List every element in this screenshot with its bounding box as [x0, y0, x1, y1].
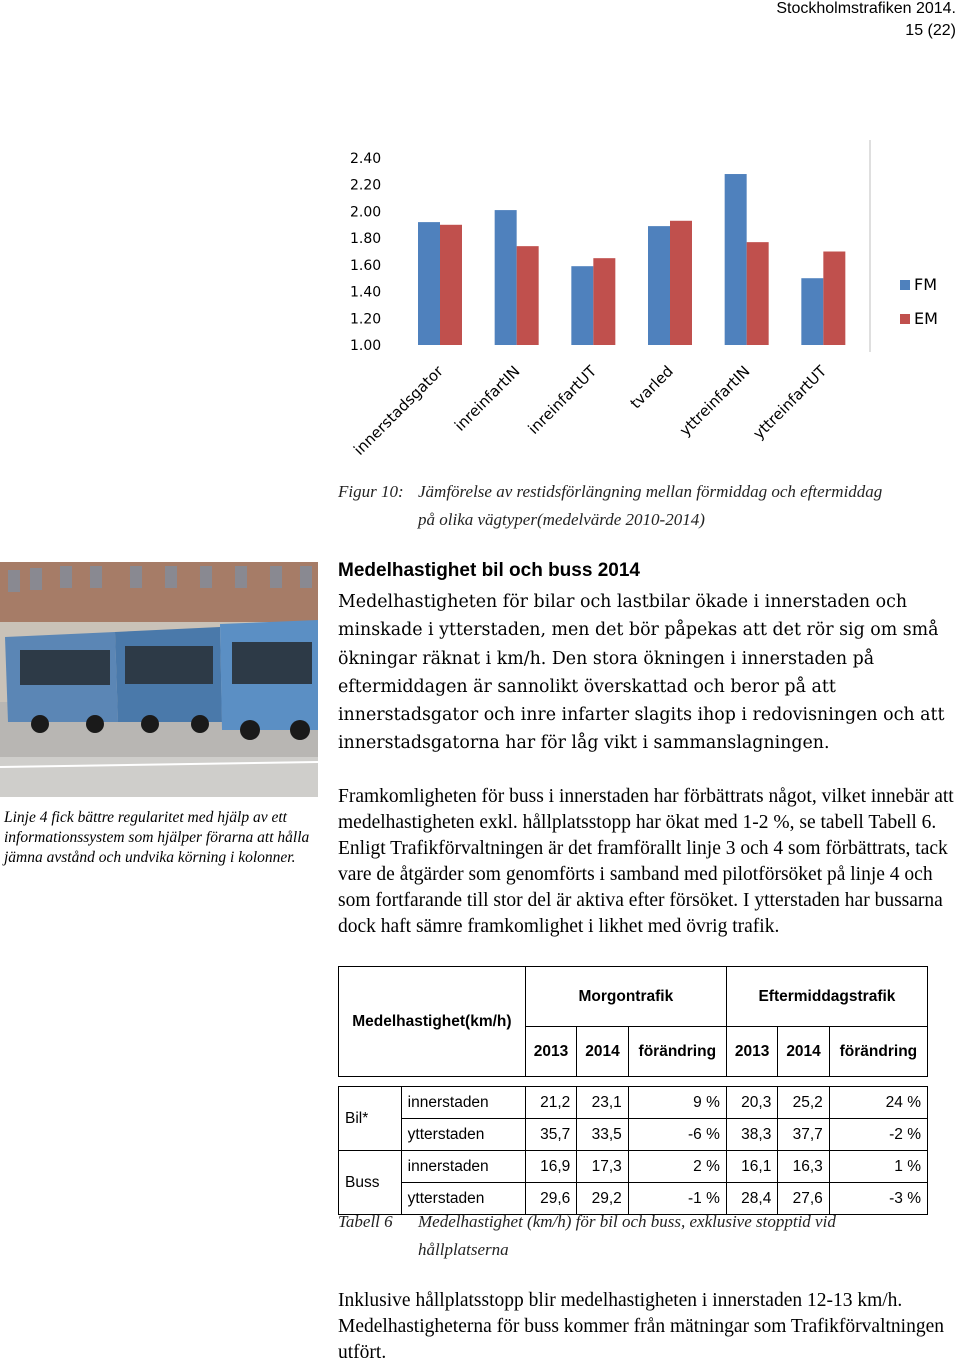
bar-series — [418, 174, 845, 345]
bar-fm — [571, 266, 593, 345]
chart-legend — [900, 275, 938, 328]
y-tick-label: 2.20 — [350, 177, 382, 194]
table-row — [339, 1119, 928, 1151]
y-tick-label: 1.60 — [350, 257, 382, 274]
bar-fm — [725, 174, 747, 345]
table-cell: 33,5 — [577, 1119, 628, 1151]
y-tick-label: 1.40 — [350, 284, 382, 301]
table-row — [339, 1151, 928, 1183]
page-number: 15 (22) — [905, 22, 956, 39]
table-cell: 29,6 — [525, 1183, 576, 1215]
x-tick-label: tvarled — [626, 362, 677, 413]
table-area: innerstaden — [401, 1087, 525, 1119]
y-tick-label: 1.20 — [350, 311, 382, 328]
table-cell: -6 % — [628, 1119, 726, 1151]
bar-fm — [495, 210, 517, 345]
bar-em — [747, 242, 769, 345]
bar-fm — [801, 278, 823, 345]
table-group-label: Bil* — [339, 1087, 402, 1151]
table-cell: -3 % — [829, 1183, 927, 1215]
figure-caption — [338, 478, 948, 534]
bar-em — [823, 252, 845, 346]
table-cell: 38,3 — [726, 1119, 777, 1151]
table-subheader: 2013 — [525, 1027, 576, 1077]
table-cell: 1 % — [829, 1151, 927, 1183]
legend-swatch-fm — [900, 280, 910, 290]
y-axis-labels — [350, 151, 381, 354]
table-caption-line2: hållplatserna — [418, 1240, 509, 1259]
table-cell: 35,7 — [525, 1119, 576, 1151]
table-row — [339, 1087, 928, 1119]
table-cell: 23,1 — [577, 1087, 628, 1119]
figure-caption-line1: Jämförelse av restidsförlängning mellan förmiddag och eftermiddag — [418, 482, 883, 501]
bar-em — [440, 225, 462, 345]
table-cell: 20,3 — [726, 1087, 777, 1119]
legend-label: FM — [914, 275, 938, 294]
table-cell: -2 % — [829, 1119, 927, 1151]
table-cell: -1 % — [628, 1183, 726, 1215]
y-tick-label: 1.80 — [350, 231, 382, 248]
y-tick-label: 1.00 — [350, 338, 382, 354]
table-caption-line1: Medelhastighet (km/h) för bil och buss, exklusive stopptid vid — [418, 1212, 836, 1231]
table-cell: 37,7 — [778, 1119, 829, 1151]
table-area: ytterstaden — [401, 1119, 525, 1151]
table-subheader: 2013 — [726, 1027, 777, 1077]
bus-photo — [0, 562, 318, 797]
figure-caption-line2: på olika vägtyper(medelvärde 2010-2014) — [418, 510, 705, 529]
table-cell: 17,3 — [577, 1151, 628, 1183]
table-area: innerstaden — [401, 1151, 525, 1183]
table-number: Tabell 6 — [338, 1212, 393, 1231]
table-label: Medelhastighet(km/h) — [339, 967, 526, 1077]
table-subheader: förändring — [628, 1027, 726, 1077]
y-tick-label: 2.00 — [350, 204, 382, 221]
table-subheader: 2014 — [778, 1027, 829, 1077]
bar-em — [670, 221, 692, 345]
bar-fm — [648, 226, 670, 345]
x-tick-label: yttreinfartUT — [749, 362, 831, 443]
table-cell: 27,6 — [778, 1183, 829, 1215]
table-subheader: 2014 — [577, 1027, 628, 1077]
table-cell: 24 % — [829, 1087, 927, 1119]
paragraph-2: Framkomligheten för buss i innerstaden har förbättrats något, vilket innebär att medelhastigheten exkl. hållplatsstopp har ökat med 1-2 %, se tabell Tabell 6. Enligt Trafikförvaltningen är det framförallt linje 3 och 4 som förbättrats, tack vare de åtgärder som genomförts i samband med pilotförsöket på linje 4 och som fortfarande till stor del är aktiva efter försöket. I ytterstaden har bussarna dock haft sämre framkomlighet i likhet med övrig trafik. — [338, 786, 954, 937]
paragraph-3: Inklusive hållplatsstopp blir medelhastigheten i innerstaden 12-13 km/h. Medelhastigheterna för buss kommer från mätningar som Trafikförvaltningen utfört. — [338, 1290, 944, 1363]
table-subheader: förändring — [829, 1027, 927, 1077]
x-tick-label: inreinfartIN — [450, 362, 524, 435]
table-cell: 25,2 — [778, 1087, 829, 1119]
speed-table — [338, 966, 928, 1215]
x-tick-label: inreinfartUT — [524, 362, 601, 438]
table-cell: 29,2 — [577, 1183, 628, 1215]
table-caption — [338, 1208, 948, 1264]
bar-em — [517, 246, 539, 345]
x-tick-label: innerstadsgator — [350, 362, 447, 459]
table-area: ytterstaden — [401, 1183, 525, 1215]
table-cell: 28,4 — [726, 1183, 777, 1215]
page-header-title: Stockholmstrafiken 2014. — [776, 0, 956, 17]
table-cell: 16,3 — [778, 1151, 829, 1183]
table-group-label: Buss — [339, 1151, 402, 1215]
table-group-morning: Morgontrafik — [525, 967, 726, 1027]
x-axis-labels — [350, 362, 831, 459]
table-cell: 16,1 — [726, 1151, 777, 1183]
table-cell: 16,9 — [525, 1151, 576, 1183]
figure-number: Figur 10: — [338, 482, 404, 501]
table-group-afternoon: Eftermiddagstrafik — [726, 967, 927, 1027]
photo-caption: Linje 4 fick bättre regularitet med hjälp av ett informationssystem som hjälper förarna att hålla jämna avstånd och undvika körning i kolonner. — [4, 809, 310, 866]
y-tick-label: 2.40 — [350, 151, 382, 167]
table-cell: 9 % — [628, 1087, 726, 1119]
bar-chart — [330, 140, 960, 470]
paragraph-1: Medelhastigheten för bilar och lastbilar ökade i innerstaden och minskade i ytterstaden, men det bör påpekas att det rör sig om små ökningar räknat i km/h. Den stora ökningen i innerstaden på eftermiddagen är sannolikt överskattad och beror på att innerstadsgator och inre infarter slagits ihop i redovisningen och att innerstadsgatorna har för låg vikt i sammanslagningen. — [338, 592, 945, 754]
x-tick-label: yttreinfartIN — [676, 362, 754, 440]
legend-swatch-em — [900, 314, 910, 324]
legend-label: EM — [914, 309, 938, 328]
bar-fm — [418, 222, 440, 345]
bar-em — [593, 258, 615, 345]
section-heading: Medelhastighet bil och buss 2014 — [338, 560, 640, 581]
table-cell: 21,2 — [525, 1087, 576, 1119]
table-cell: 2 % — [628, 1151, 726, 1183]
